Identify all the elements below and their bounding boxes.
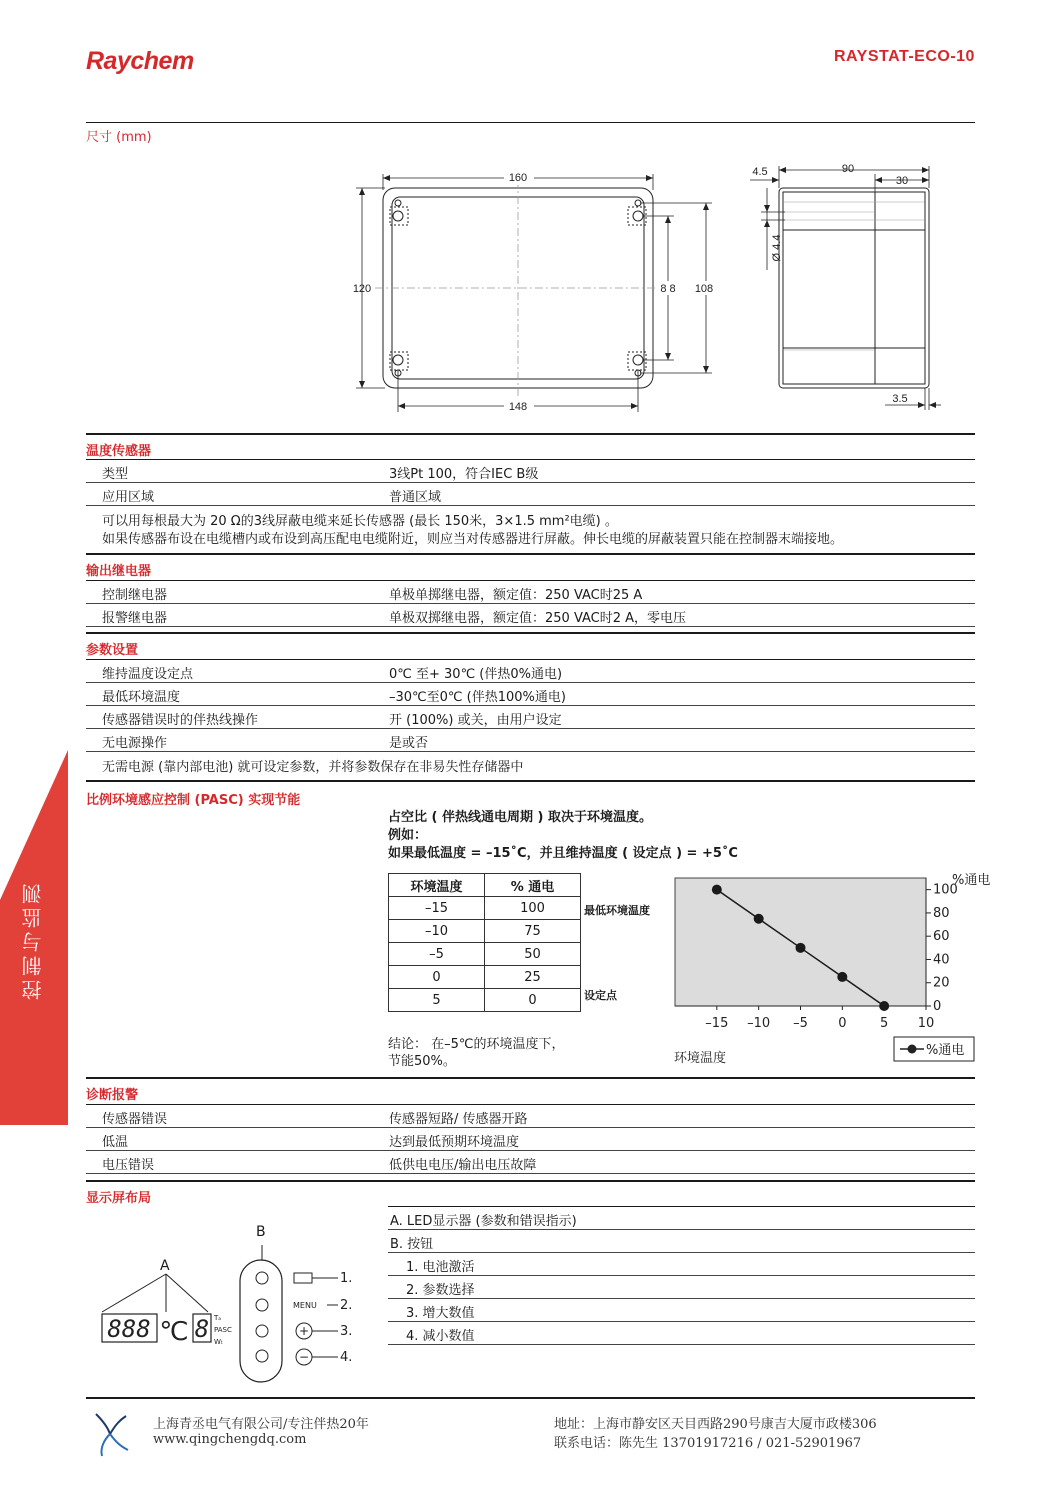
table-row <box>389 966 581 989</box>
dim-3-5: 3.5 <box>892 393 908 405</box>
list-item <box>388 1322 975 1345</box>
callout-1: 1. <box>340 1271 353 1286</box>
y-tick-label: 100 <box>933 882 958 898</box>
cell-percent: 100 <box>485 897 581 920</box>
legend-marker <box>908 1045 917 1054</box>
table-row <box>86 706 975 729</box>
row-value: 0℃ 至+ 30℃ (伴热0%通电) <box>389 667 563 682</box>
table-row <box>389 943 581 966</box>
list-item <box>388 1230 975 1253</box>
side-tab-label: 控制与监测 <box>21 880 45 1000</box>
pasc-label: PASC <box>214 1326 232 1334</box>
y-axis-label: %通电 <box>952 873 991 888</box>
minus-button[interactable] <box>256 1350 268 1362</box>
label-b: B <box>256 1224 266 1240</box>
row-key: 无电源操作 <box>102 736 168 751</box>
display-diagram <box>95 1240 365 1385</box>
row-key: 电压错误 <box>102 1158 155 1173</box>
row-key: 类型 <box>102 467 129 482</box>
table-row <box>86 729 975 752</box>
rule-params <box>86 632 975 634</box>
list-item <box>388 1253 975 1276</box>
list-item <box>388 1299 975 1322</box>
dim-88: 8 8 <box>660 283 676 295</box>
diag-title: 诊断报警 <box>86 1088 139 1103</box>
cell-temp: –15 <box>389 897 485 920</box>
dim-4-5: 4.5 <box>752 166 768 178</box>
row-value: 传感器短路/ 传感器开路 <box>389 1112 528 1127</box>
table-row <box>86 660 975 683</box>
table-row <box>86 460 975 483</box>
x-tick-label: 5 <box>880 1016 889 1031</box>
data-point <box>754 914 764 924</box>
front-dimension-drawing <box>340 160 720 420</box>
y-tick-label: 60 <box>933 929 950 945</box>
x-tick-label: 10 <box>917 1016 935 1031</box>
data-point <box>796 943 806 953</box>
cell-temp: 5 <box>389 989 485 1012</box>
row-value: 开 (100%) 或关，由用户设定 <box>389 713 562 728</box>
y-tick-label: 40 <box>933 952 950 968</box>
callout-4: 4. <box>340 1350 353 1365</box>
label-setpoint: 设定点 <box>584 989 617 1002</box>
brand-logo: Raychem <box>86 47 194 75</box>
table-row <box>86 581 975 604</box>
params-note: 无需电源 (靠内部电池) 就可设定参数，并将参数保存在非易失性存储器中 <box>102 760 524 775</box>
pasc-table-header <box>389 874 581 897</box>
pasc-table <box>388 873 581 1012</box>
y-tick-label: 80 <box>933 905 950 921</box>
list-item-label: A. LED显示器 (参数和错误指示) <box>390 1214 577 1229</box>
row-key: 应用区域 <box>102 490 155 505</box>
pasc-title: 比例环境感应控制 (PASC) 实现节能 <box>86 793 301 808</box>
cell-temp: –10 <box>389 920 485 943</box>
row-key: 维持温度设定点 <box>102 667 194 682</box>
table-row <box>86 1105 975 1128</box>
label-a: A <box>160 1258 170 1274</box>
list-item-label: B. 按钮 <box>390 1237 434 1252</box>
rule-relay <box>86 553 975 555</box>
row-value: 低供电电压/输出电压故障 <box>389 1158 537 1173</box>
params-title: 参数设置 <box>86 643 139 658</box>
table-row <box>86 1128 975 1151</box>
x-tick-label: 0 <box>838 1016 847 1031</box>
x-tick-label: –15 <box>705 1016 729 1031</box>
rule-diag <box>86 1077 975 1079</box>
footer-address: 地址：上海市静安区天目西路290号康吉大厦市政楼306 <box>554 1417 877 1432</box>
cell-percent: 75 <box>485 920 581 943</box>
table-row <box>86 1151 975 1174</box>
row-key: 报警继电器 <box>102 611 168 626</box>
cell-temp: 0 <box>389 966 485 989</box>
row-key: 最低环境温度 <box>102 690 181 705</box>
chart-legend <box>894 1037 974 1061</box>
product-code: RAYSTAT-ECO-10 <box>834 48 975 65</box>
celsius-symbol: ℃ <box>159 1317 189 1347</box>
temp-sensor-note-2: 如果传感器布设在电缆槽内或布设到高压配电电缆附近，则应当对传感器进行屏蔽。伸长电缆的屏蔽装置只能在控制器末端接地。 <box>102 532 844 547</box>
pasc-intro-1: 占空比 ( 伴热线通电周期 ) 取决于环境温度。 <box>388 810 652 825</box>
label-min-temp: 最低环境温度 <box>584 904 650 917</box>
plus-glyph: + <box>298 1324 310 1338</box>
company-logo-icon <box>88 1408 132 1460</box>
relay-title: 输出继电器 <box>86 564 152 579</box>
rule-pasc <box>86 780 975 782</box>
table-row <box>389 989 581 1012</box>
temp-sensor-title: 温度传感器 <box>86 444 152 459</box>
dim-120: 120 <box>352 283 372 295</box>
table-row <box>86 683 975 706</box>
row-value: 单极单掷继电器，额定值：250 VAC时25 A <box>389 588 643 603</box>
rule-temp-sensor <box>86 433 975 435</box>
row-value: 是或否 <box>389 736 429 751</box>
table-row <box>86 604 975 627</box>
x-tick-label: –5 <box>793 1016 808 1031</box>
header-rule <box>86 122 975 123</box>
dimensions-title: 尺寸 (mm) <box>86 130 152 145</box>
row-value: –30℃至0℃ (伴热100%通电) <box>389 690 566 705</box>
footer-company: 上海青丞电气有限公司/专注伴热20年 <box>153 1417 369 1432</box>
rule-display <box>86 1180 975 1182</box>
x-tick-label: –10 <box>747 1016 771 1031</box>
row-value: 达到最低预期环境温度 <box>389 1135 520 1150</box>
list-item <box>388 1276 975 1299</box>
side-dimension-drawing <box>745 160 945 415</box>
row-key: 传感器错误时的伴热线操作 <box>102 713 259 728</box>
cell-percent: 0 <box>485 989 581 1012</box>
table-row <box>389 897 581 920</box>
cell-percent: 50 <box>485 943 581 966</box>
list-item <box>388 1207 975 1230</box>
dim-30: 30 <box>895 175 909 187</box>
menu-label: MENU <box>293 1301 317 1310</box>
data-point <box>712 885 722 895</box>
list-item-label: 1. 电池激活 <box>406 1260 475 1275</box>
pasc-intro-2: 例如： <box>388 828 428 843</box>
table-row <box>389 920 581 943</box>
col-header-percent: % 通电 <box>485 874 581 897</box>
temp-sensor-note-1: 可以用每根最大为 20 Ω的3线屏蔽电缆来延长传感器 (最长 150米，3×1.5 mm²电缆) 。 <box>102 514 618 529</box>
row-key: 控制继电器 <box>102 588 168 603</box>
col-header-temp: 环境温度 <box>389 874 485 897</box>
pasc-chart <box>660 866 991 1071</box>
row-key: 传感器错误 <box>102 1112 168 1127</box>
pasc-conclusion-1: 结论： 在–5℃的环境温度下， <box>388 1037 565 1052</box>
plot-area <box>675 878 926 1006</box>
display-title: 显示屏布局 <box>86 1191 152 1206</box>
row-key: 低温 <box>102 1135 129 1150</box>
pasc-intro-3: 如果最低温度 = –15˚C，并且维持温度 ( 设定点 ) = +5˚C <box>388 846 738 861</box>
dim-160: 160 <box>508 172 528 184</box>
menu-button[interactable] <box>256 1299 268 1311</box>
row-value: 单极双掷继电器，额定值：250 VAC时2 A，零电压 <box>389 611 687 626</box>
footer-website[interactable]: www.qingchengdq.com <box>153 1432 307 1447</box>
list-item-label: 4. 减小数值 <box>406 1329 475 1344</box>
y-tick-label: 0 <box>933 999 942 1014</box>
dim-90: 90 <box>841 163 855 175</box>
t-digit: 8 <box>194 1315 210 1343</box>
data-point <box>837 972 847 982</box>
cell-percent: 25 <box>485 966 581 989</box>
x-axis-label: 环境温度 <box>674 1051 727 1066</box>
cell-temp: –5 <box>389 943 485 966</box>
row-value: 3线Pt 100，符合IEC B级 <box>389 467 539 482</box>
dim-108: 108 <box>694 283 714 295</box>
table-row <box>86 483 975 506</box>
ta-label: Tₐ <box>214 1314 222 1322</box>
wt-label: Wₜ <box>214 1338 223 1346</box>
pasc-conclusion-2: 节能50%。 <box>388 1054 456 1069</box>
plus-button[interactable] <box>256 1325 268 1337</box>
battery-button[interactable] <box>256 1272 268 1284</box>
list-item-label: 2. 参数选择 <box>406 1283 475 1298</box>
battery-icon <box>294 1273 312 1283</box>
data-point <box>879 1001 889 1011</box>
dim-dia-4-4: Ø 4.4 <box>771 234 783 262</box>
callout-3: 3. <box>340 1324 353 1339</box>
dim-148: 148 <box>508 401 528 413</box>
row-value: 普通区域 <box>389 490 442 505</box>
callout-2: 2. <box>340 1298 353 1313</box>
led-digits: 888 <box>107 1315 151 1343</box>
list-item-label: 3. 增大数值 <box>406 1306 475 1321</box>
legend-label: %通电 <box>926 1043 965 1058</box>
footer-contact: 联系电话：陈先生 13701917216 / 021-52901967 <box>554 1436 862 1451</box>
y-tick-label: 20 <box>933 975 950 991</box>
minus-glyph: − <box>298 1350 310 1364</box>
rule-footer <box>86 1397 975 1399</box>
